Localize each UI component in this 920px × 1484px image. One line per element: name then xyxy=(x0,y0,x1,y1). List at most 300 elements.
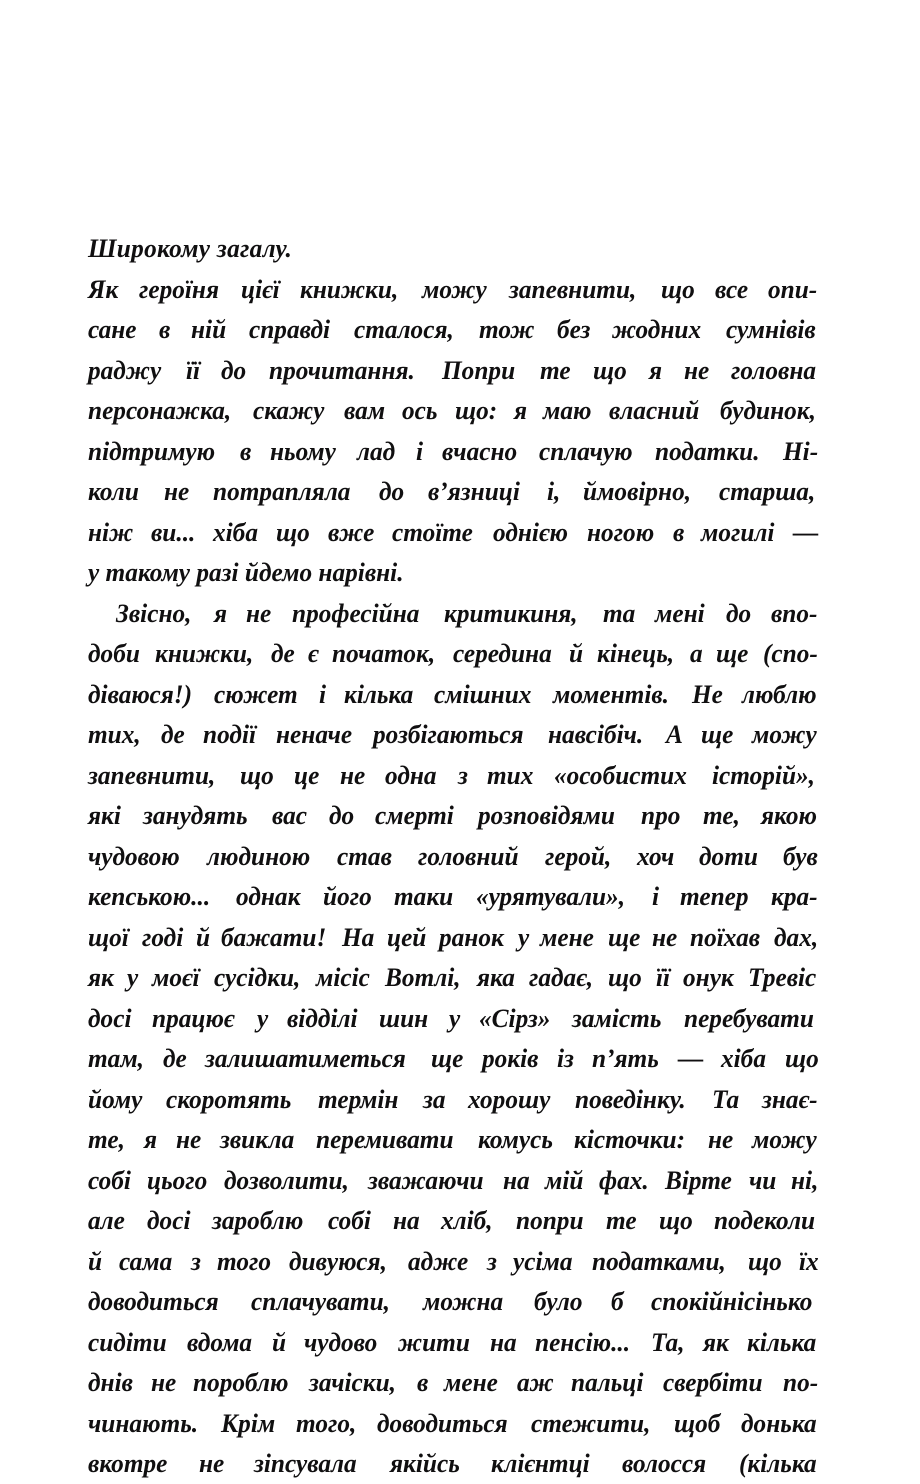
text-word: Звісно, xyxy=(116,597,192,628)
text-word: це xyxy=(294,759,320,790)
text-word: вже xyxy=(327,516,374,547)
text-word: аж xyxy=(516,1367,554,1397)
text-word: А xyxy=(665,719,683,749)
text-word: знає- xyxy=(761,1083,818,1114)
text-word: ніж xyxy=(88,516,134,547)
text-word: будинок, xyxy=(719,395,816,425)
text-word: волосся xyxy=(622,1448,707,1478)
text-word: з xyxy=(457,759,468,790)
text-word: щоб xyxy=(674,1407,721,1438)
text-word: там, xyxy=(88,1043,145,1073)
text-word: перемивати xyxy=(315,1124,454,1154)
text-word: що xyxy=(592,354,627,385)
text-word: підтримую xyxy=(88,435,216,466)
text-word: до xyxy=(379,476,405,506)
text-word: сплачувати, xyxy=(251,1286,391,1316)
text-word: те, xyxy=(702,800,740,830)
text-word: хорошу xyxy=(468,1083,551,1114)
text-word: комусь xyxy=(477,1124,553,1154)
text-line xyxy=(88,1443,820,1484)
text-word: якою xyxy=(761,800,818,830)
text-word: потрапляла xyxy=(212,476,351,506)
text-word: їх xyxy=(799,1245,819,1276)
text-line xyxy=(88,390,820,431)
text-line xyxy=(88,350,820,391)
text-word: шин xyxy=(378,1002,429,1033)
text-line xyxy=(88,431,820,472)
text-word: не xyxy=(652,921,678,952)
text-line xyxy=(88,957,820,998)
text-word: днів xyxy=(88,1367,133,1397)
text-word: запевнити, xyxy=(88,759,216,790)
text-word: у xyxy=(448,1002,460,1033)
text-word: розповідями xyxy=(477,800,615,830)
text-word: є xyxy=(308,638,319,668)
text-word: але xyxy=(88,1205,125,1235)
text-line xyxy=(88,998,820,1039)
text-word: ще xyxy=(431,1043,464,1073)
text-word: моментів. xyxy=(553,678,670,709)
text-word: що xyxy=(784,1043,819,1073)
text-word: у xyxy=(517,921,529,952)
text-word: у xyxy=(256,1002,268,1033)
text-word: і xyxy=(652,881,660,911)
text-word: середина xyxy=(452,638,552,668)
text-word: де xyxy=(163,1043,187,1073)
text-word: можу xyxy=(752,1124,817,1154)
text-word: все xyxy=(714,273,749,304)
text-word: свербіти xyxy=(662,1367,763,1397)
text-word: до xyxy=(328,800,354,830)
text-word: смішних xyxy=(433,678,532,709)
text-word: те xyxy=(606,1205,638,1235)
text-word: кілька xyxy=(747,1326,817,1357)
text-word: яка xyxy=(476,962,515,992)
text-word: мені xyxy=(655,597,705,628)
text-line xyxy=(88,714,820,755)
text-word: ньому xyxy=(269,435,336,466)
text-word: одна xyxy=(384,759,437,790)
text-word: — xyxy=(793,516,819,547)
text-word: дозволити, xyxy=(223,1164,349,1195)
text-word: жити xyxy=(397,1326,470,1357)
text-word: не xyxy=(199,1448,225,1478)
text-word: сумнівів xyxy=(726,314,816,344)
text-word: початок, xyxy=(332,638,436,668)
paragraph-2 xyxy=(88,593,820,1484)
text-word: пороблю xyxy=(193,1367,289,1397)
text-word: донька xyxy=(740,1407,817,1438)
text-word: стежити, xyxy=(531,1407,651,1438)
text-word: ногою xyxy=(586,516,655,547)
text-word: прочитання. xyxy=(268,354,415,385)
text-word: залишатиметься xyxy=(204,1043,406,1073)
text-word: вас xyxy=(272,800,308,830)
text-word: поїхав xyxy=(689,921,760,952)
text-word: кісточки: xyxy=(573,1124,685,1154)
text-word: на xyxy=(393,1205,420,1235)
text-word: маю xyxy=(543,395,592,425)
text-word: Ні- xyxy=(783,435,819,466)
text-line xyxy=(88,593,820,634)
text-word: що xyxy=(276,516,311,547)
text-word: герой, xyxy=(545,840,612,871)
text-word: хліб, xyxy=(441,1205,494,1235)
text-word: у xyxy=(127,962,139,992)
page-text-block xyxy=(88,228,820,1484)
text-word: кра- xyxy=(771,881,818,911)
text-word: досі xyxy=(146,1205,191,1235)
text-word: сталося, xyxy=(353,314,454,344)
text-word: не xyxy=(683,354,709,385)
text-word: цього xyxy=(146,1164,208,1195)
text-word: Та xyxy=(712,1083,740,1114)
text-word: лад xyxy=(357,435,396,466)
text-word: тих, xyxy=(88,719,141,749)
text-line xyxy=(88,755,820,796)
text-word: не xyxy=(707,1124,734,1154)
text-word: я xyxy=(648,354,662,385)
text-word: з xyxy=(487,1245,497,1276)
text-word: було xyxy=(533,1286,583,1316)
text-word: критикиня, xyxy=(443,597,578,628)
text-word: й xyxy=(195,921,210,952)
text-word: я xyxy=(514,395,528,425)
text-word: і xyxy=(319,678,327,709)
text-word: п’ять xyxy=(591,1043,659,1073)
text-word: що xyxy=(660,273,695,304)
text-word: та xyxy=(602,597,635,628)
text-word: людиною xyxy=(206,840,310,871)
text-word: що: xyxy=(454,395,497,425)
text-word: ні, xyxy=(791,1164,819,1195)
text-word: без xyxy=(557,314,591,344)
text-word: доводиться xyxy=(376,1407,508,1438)
page-heading xyxy=(88,228,820,269)
text-word: старша, xyxy=(719,476,816,506)
text-word: щої xyxy=(88,921,129,952)
text-word: я xyxy=(144,1124,158,1154)
text-word: йому xyxy=(88,1083,143,1114)
text-word: На xyxy=(342,921,375,952)
text-word: Не xyxy=(692,678,724,709)
text-word: в xyxy=(239,435,251,466)
text-word: ранок xyxy=(439,921,504,952)
text-word: жодних xyxy=(612,314,702,344)
text-word: й xyxy=(569,638,584,668)
text-word: «особистих xyxy=(554,759,688,790)
text-word: справді xyxy=(248,314,330,344)
text-line xyxy=(88,1200,820,1241)
text-word: відділі xyxy=(286,1002,358,1033)
text-word: хіба xyxy=(213,516,259,547)
text-word: працює xyxy=(151,1002,235,1033)
text-word: собі xyxy=(328,1205,372,1235)
text-word: пальці xyxy=(571,1367,644,1397)
text-line xyxy=(88,836,820,877)
text-word: до xyxy=(726,597,752,628)
text-word: термін xyxy=(318,1083,399,1114)
text-word: люблю xyxy=(741,678,817,709)
text-word: Крім xyxy=(221,1407,276,1438)
text-word: звикла xyxy=(220,1124,295,1154)
text-word: зачіски, xyxy=(309,1367,397,1397)
text-word: де xyxy=(160,719,185,749)
text-word: подеколи xyxy=(714,1205,816,1235)
text-word: ймовірно, xyxy=(583,476,692,506)
text-word: ще xyxy=(607,921,640,952)
text-word: скоротять xyxy=(165,1083,292,1114)
text-word: навсібіч. xyxy=(548,719,644,749)
text-word: чудово xyxy=(304,1326,378,1357)
text-word: дах, xyxy=(773,921,818,952)
text-word: й xyxy=(88,1245,103,1276)
text-word: сюжет xyxy=(214,678,299,709)
text-word: в xyxy=(416,1367,428,1397)
text-word: адже xyxy=(407,1245,469,1276)
text-word: стоїте xyxy=(391,516,473,547)
text-word: до xyxy=(221,354,247,385)
text-word: кепською... xyxy=(88,881,211,911)
text-word: замість xyxy=(571,1002,662,1033)
text-word: діваюся!) xyxy=(88,678,193,709)
text-line xyxy=(88,1281,820,1322)
text-word: місіс xyxy=(316,962,371,992)
text-word: ви... xyxy=(151,516,196,547)
text-word: Вотлі, xyxy=(385,962,461,992)
text-line xyxy=(88,1079,820,1120)
text-word: мене xyxy=(444,1367,499,1397)
text-word: хіба xyxy=(721,1043,767,1073)
text-word: можу xyxy=(422,273,487,304)
text-word: однією xyxy=(492,516,568,547)
text-word: можна xyxy=(423,1286,504,1316)
text-line xyxy=(88,552,820,593)
text-word: Як xyxy=(88,273,119,304)
text-word: перебувати xyxy=(683,1002,814,1033)
text-word: можу xyxy=(752,719,817,749)
text-word: бажати! xyxy=(221,921,327,952)
text-word: кілька xyxy=(344,678,414,709)
text-word: тож xyxy=(478,314,535,344)
text-word: не xyxy=(151,1367,177,1397)
text-word: впо- xyxy=(771,597,818,628)
text-word: (спо- xyxy=(762,638,818,668)
text-word: досі xyxy=(88,1002,132,1033)
text-word: став xyxy=(337,840,393,871)
text-word: героїня xyxy=(138,273,219,304)
text-word: із xyxy=(557,1043,575,1073)
text-word: на xyxy=(503,1164,530,1195)
page-heading-text: Широкому загалу. xyxy=(88,233,293,263)
text-word: «Сірз» xyxy=(478,1002,551,1033)
text-word: не xyxy=(175,1124,202,1154)
text-word: про xyxy=(641,800,681,830)
text-word: що xyxy=(608,962,642,992)
text-word: Попри xyxy=(442,354,516,385)
text-word: сплачую xyxy=(538,435,633,466)
text-word: мене xyxy=(540,921,595,952)
text-word: Вірте xyxy=(664,1164,732,1195)
text-word: зароблю xyxy=(212,1205,304,1235)
text-line xyxy=(88,633,820,674)
text-word: не xyxy=(163,476,190,506)
text-line xyxy=(88,512,820,553)
text-line xyxy=(88,269,820,310)
text-word: поведінку. xyxy=(575,1083,687,1114)
text-word: персонажка, xyxy=(88,395,232,425)
text-word: пенсію... xyxy=(534,1326,630,1357)
text-word: моєї xyxy=(151,962,200,992)
text-word: доти xyxy=(699,840,759,871)
text-word: в xyxy=(673,516,685,547)
text-word: вам xyxy=(343,395,385,425)
text-word: сусідки, xyxy=(213,962,301,992)
text-word: раджу xyxy=(88,354,162,385)
text-word: запевнити, xyxy=(508,273,636,304)
text-word: головний xyxy=(417,840,519,871)
text-word: занудять xyxy=(142,800,248,830)
text-word: по- xyxy=(783,1367,819,1397)
text-word: «урятували», xyxy=(476,881,626,911)
text-word: Тревіс xyxy=(748,962,817,992)
text-word: клієнтці xyxy=(490,1448,590,1478)
text-word: якійсь xyxy=(389,1448,460,1478)
text-word: сама xyxy=(118,1245,172,1276)
text-word: ось xyxy=(402,395,438,425)
text-line xyxy=(88,917,820,958)
text-line xyxy=(88,1160,820,1201)
text-word: спокійнісінько xyxy=(651,1286,813,1316)
text-word: коли xyxy=(88,476,139,506)
text-word: чинають. xyxy=(88,1407,199,1438)
text-word: доби xyxy=(88,638,140,668)
text-word: податки. xyxy=(655,435,760,466)
text-line xyxy=(88,471,820,512)
text-word: її xyxy=(185,354,200,385)
text-word: чи xyxy=(748,1164,777,1195)
text-word: розбігаються xyxy=(373,719,524,749)
text-word: того xyxy=(216,1245,271,1276)
text-word: опи- xyxy=(768,273,818,304)
text-word: з xyxy=(190,1245,201,1276)
text-word: ще xyxy=(700,719,734,749)
text-word: що xyxy=(240,759,274,790)
text-line-content: у такому разі йдемо нарівні. xyxy=(88,557,404,587)
text-word: на xyxy=(489,1326,517,1357)
text-line xyxy=(88,1403,820,1444)
text-word: гадає, xyxy=(528,962,593,992)
text-word: років xyxy=(481,1043,539,1073)
text-word: де xyxy=(270,638,295,668)
text-word: податками, xyxy=(591,1245,726,1276)
text-word: його xyxy=(323,881,372,911)
text-word: власний xyxy=(609,395,700,425)
text-word: тих xyxy=(486,759,534,790)
text-word: цієї xyxy=(241,273,280,304)
text-word: мій xyxy=(544,1164,584,1195)
text-word: однак xyxy=(235,881,301,911)
text-word: як xyxy=(703,1326,730,1357)
text-word: я xyxy=(213,597,227,628)
text-word: таки xyxy=(394,881,454,911)
text-line xyxy=(88,1241,820,1282)
text-word: і, xyxy=(546,476,561,506)
text-word: могилі xyxy=(700,516,775,547)
text-word: її xyxy=(655,962,670,992)
text-word: Та, xyxy=(651,1326,685,1357)
text-word: хоч xyxy=(637,840,675,871)
text-word: головна xyxy=(730,354,816,385)
text-word: зважаючи xyxy=(368,1164,484,1195)
text-word: тепер xyxy=(679,881,749,911)
text-word: книжки, xyxy=(300,273,399,304)
text-line xyxy=(88,1322,820,1363)
text-word: — xyxy=(678,1043,704,1073)
text-word: вдома xyxy=(187,1326,253,1357)
text-word: що xyxy=(747,1245,782,1276)
text-line xyxy=(88,795,820,836)
text-line xyxy=(88,1119,820,1160)
paragraph-1 xyxy=(88,269,820,593)
text-word: неначе xyxy=(276,719,353,749)
text-word: кінець, xyxy=(596,638,674,668)
text-word: сидіти xyxy=(88,1326,167,1357)
text-line xyxy=(88,674,820,715)
text-word: й xyxy=(272,1326,287,1357)
text-word: вчасно xyxy=(441,435,517,466)
text-line xyxy=(88,309,820,350)
text-word: вкотре xyxy=(88,1448,168,1478)
text-word: в xyxy=(159,314,171,344)
text-line xyxy=(88,1038,820,1079)
text-word: сане xyxy=(88,314,137,344)
text-word: онук xyxy=(682,962,734,992)
text-word: того, xyxy=(295,1407,357,1438)
text-word: чудовою xyxy=(88,840,180,871)
text-word: смерті xyxy=(375,800,455,830)
text-word: собі xyxy=(88,1164,131,1195)
text-word: а xyxy=(690,638,703,668)
text-word: доводиться xyxy=(88,1286,219,1316)
text-word: ній xyxy=(191,314,227,344)
text-word: які xyxy=(88,800,121,830)
text-word: в’язниці xyxy=(428,476,521,506)
text-line xyxy=(88,1362,820,1403)
text-word: був xyxy=(783,840,819,871)
text-word: і xyxy=(415,435,423,466)
text-word: історій», xyxy=(712,759,816,790)
text-word: не xyxy=(246,597,272,628)
text-word: фах. xyxy=(599,1164,649,1195)
text-word: як xyxy=(88,962,114,992)
text-word: (кілька xyxy=(738,1448,817,1478)
text-word: книжки, xyxy=(155,638,254,668)
text-word: усіма xyxy=(513,1245,573,1276)
text-word: зіпсувала xyxy=(253,1448,357,1478)
text-word: те, xyxy=(88,1124,125,1154)
text-word: ще xyxy=(715,638,749,668)
text-word: за xyxy=(423,1083,446,1114)
text-line xyxy=(88,876,820,917)
text-word: професійна xyxy=(291,597,420,628)
text-word: попри xyxy=(515,1205,584,1235)
text-word: що xyxy=(658,1205,693,1235)
text-word: дивуюся, xyxy=(289,1245,388,1276)
text-word: події xyxy=(203,719,257,749)
text-word: скажу xyxy=(253,395,325,425)
text-word: не xyxy=(339,759,365,790)
